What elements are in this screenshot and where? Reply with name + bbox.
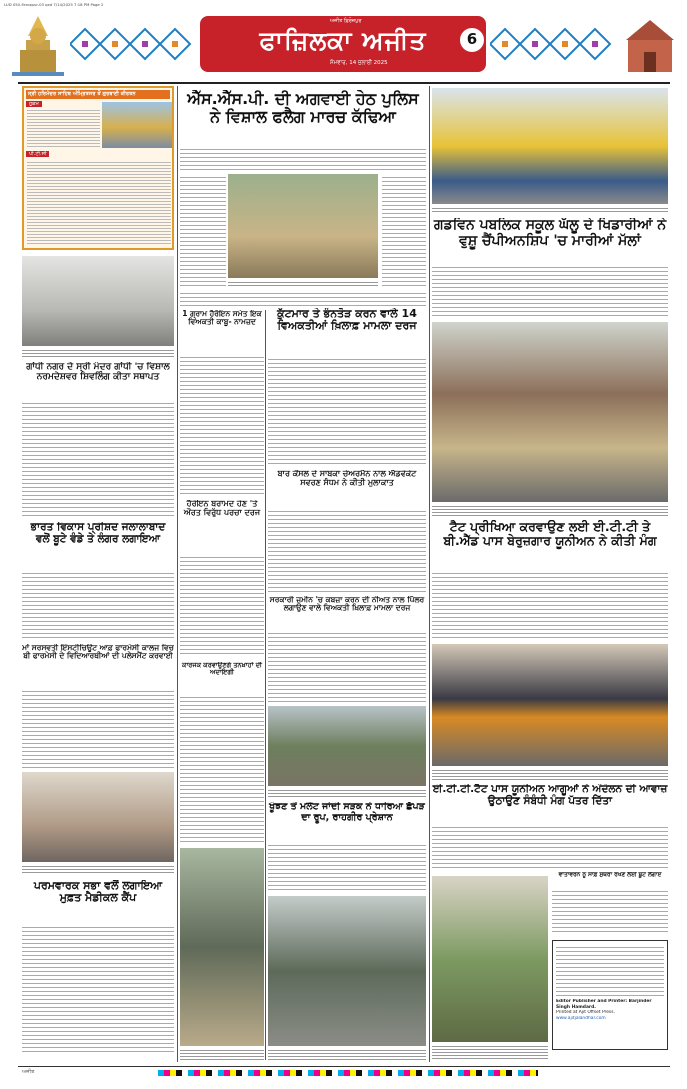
headline-ett-union: ਈ.ਟੀ.ਟੀ.ਟੈਟ ਪਾਸ ਯੂਨੀਅਨ ਆਗੂਆਂ ਨੇ ਅੰਦੋਲਨ ਦੀ ਆਵਾਜ਼ ਉਠਾਉਣ ਸੰਬੰਧੀ ਮੰਗ ਪੱਤਰ ਦਿੱਤਾ (432, 784, 668, 807)
school-team-photo (432, 88, 668, 204)
bottom-bar-label: ਅਜੀਤ (22, 1069, 35, 1075)
sidebar-section-hukam: ਹੁਕਮ (26, 101, 42, 107)
road-photo (268, 706, 426, 786)
ett-union-body (432, 824, 668, 870)
shivling-photo (22, 256, 174, 346)
police-caption (180, 1048, 264, 1060)
bar-council-body (268, 508, 426, 592)
gandhi-body (22, 400, 174, 518)
temple-illustration-right (620, 12, 680, 76)
ssp-photo-caption (228, 280, 378, 288)
imprint-line-1: Editor Publisher and Printer: Barjinder Singh Hamdard. (556, 999, 652, 1010)
ett-body (432, 570, 668, 638)
ssp-body-left (180, 174, 226, 286)
sidebar-box-title: ਸ੍ਰੀ ਹਰਿਮੰਦਰ ਸਾਹਿਬ ਅੰਮ੍ਰਿਤਸਰ ਤੋਂ ਗੁਰਬਾਣੀ ਕੀਰਤਨ (26, 90, 170, 99)
headline-tree: ਵਾਤਾਵਰਨ ਨੂੰ ਸਾਫ਼ ਸੁਥਰਾ ਰੱਖਣ ਲਈ ਬੂਟੇ ਲਗਾਏ (558, 872, 662, 878)
column-rule-2 (429, 86, 430, 1062)
headline-assault: ਕੁੱਟਮਾਰ ਤੇ ਭੰਨਤੋੜ ਕਰਨ ਵਾਲੇ 14 ਵਿਅਕਤੀਆਂ ਖ਼ਿਲਾਫ਼ ਮਾਮਲਾ ਦਰਜ (277, 308, 417, 333)
headline-govt-land: ਸਰਕਾਰੀ ਜ਼ਮੀਨ 'ਚ ਕਬਜ਼ਾ ਕਰਨ ਦੀ ਨੀਅਤ ਨਾਲ ਪਿੱਲਰ ਲਗਾਉਣ ਵਾਲੇ ਵਿਅਕਤੀ ਖ਼ਿਲਾਫ਼ ਮਾਮਲਾ ਦਰਜ (269, 596, 425, 613)
column-rule-1 (177, 86, 178, 1062)
headline-medical: ਪਰਮਵਾਰਕ ਸਭਾ ਵਲੋਂ ਲਗਾਇਆ ਮੁਫ਼ਤ ਮੈਡੀਕਲ ਕੈਂਪ (33, 880, 163, 905)
ssp-flag-march-photo (228, 174, 378, 278)
car-caption (268, 1048, 426, 1060)
ssp-body-bottom (180, 290, 426, 306)
bottom-color-bar (18, 1066, 670, 1080)
bharat-body (22, 570, 174, 640)
school-photo-caption (432, 206, 668, 214)
police-checking-photo (180, 848, 264, 1046)
road-caption (268, 788, 426, 798)
headline-school: ਗਡਵਿਨ ਪਬਲਿਕ ਸਕੂਲ ਘੱਲੂ ਦੇ ਖਿਡਾਰੀਆਂ ਨੇ ਵੁਸ਼ੂ ਚੈਂਪੀਅਨਸ਼ਿਪ 'ਚ ਮਾਰੀਆਂ ਮੱਲਾਂ (433, 218, 667, 249)
edition-tag: ਅਜੀਤ ਫ਼ਿਰੋਜ਼ਪੁਰ (330, 18, 362, 24)
registration-marks (158, 1070, 538, 1076)
imprint-line-2: Printed at Ajit Offset Press. (556, 1010, 615, 1016)
shivling-caption (22, 348, 174, 357)
college-body (22, 688, 174, 770)
plantation-caption (432, 1044, 548, 1060)
headline-college: ਮਾਂ ਸਰਸਵਤੀ ਇੰਸਟੀਚਿਊਟ ਆਫ਼ ਫਾਰਮੇਸੀ ਕਾਲਜ ਵਿਚ ਬੀ ਫਾਰਮੇਸੀ ਦੇ ਵਿਦਿਆਰਥੀਆਂ ਦੀ ਪਲੇਸਮੈਂਟ ਕਰਵਾਈ (22, 644, 174, 661)
masthead-name: ਫਾਜ਼ਿਲਕਾ ਅਜੀਤ (259, 26, 427, 55)
headline-heroin-case: ਹੈਰੋਇਨ ਬਰਾਮਦ ਹੋਣ 'ਤੇ ਔਰਤ ਵਿਰੁੱਧ ਪਰਚਾ ਦਰਜ (183, 500, 261, 517)
tree-body (552, 888, 668, 934)
page-number: 6 (466, 30, 478, 48)
car-photo (268, 896, 426, 1046)
ett-union-caption (432, 768, 668, 780)
road-body (268, 842, 426, 892)
slug-line: LUD 050-Ferozpur-03 qxd 7/14/2025 7:18 PM Page 2 (4, 2, 104, 7)
school-body (432, 264, 668, 318)
masthead (0, 8, 687, 80)
imprint-line-3: www.ajitjalandhar.com (556, 1015, 606, 1021)
sidebar-section-ptc: ਪੀ.ਟੀ.ਸੀ (26, 151, 49, 157)
college-caption (22, 864, 174, 874)
college-photo (22, 772, 174, 862)
headline-ett: ਟੈਟ ਪ੍ਰੀਖਿਆ ਕਰਵਾਉਣ ਲਈ ਈ.ਟੀ.ਟੀ ਤੇ ਬੀ.ਐੱਡ ਪਾਸ ਬੇਰੁਜ਼ਗਾਰ ਯੂਨੀਅਨ ਨੇ ਕੀਤੀ ਮੰਗ (443, 520, 657, 548)
group-photo-caption (432, 504, 668, 516)
plantation-photo (432, 876, 548, 1042)
imprint-box (552, 940, 668, 1050)
sidebar-text-2 (27, 160, 171, 244)
headline-bharat: ਭਾਰਤ ਵਿਕਾਸ ਪ੍ਰੀਸ਼ਦ ਜਲਾਲਾਬਾਦ ਵਲੋਂ ਬੂਟੇ ਵੰਡੇ ਤੇ ਲੰਗਰ ਲਗਾਇਆ (30, 522, 166, 545)
imprint-text-filler (556, 944, 664, 996)
assault-body (268, 356, 426, 466)
bus-body (180, 694, 264, 844)
diamond-pattern-left (70, 14, 200, 74)
headline-gandhi: ਗਾਂਧੀ ਨਗਰ ਦੇ ਸ੍ਰੀ ਮੰਦਰ ਗਾਂਧੀ 'ਚ ਵਿਸ਼ਾਲ ਨਰਮਦੇਸ਼ਵਰ ਸ਼ਿਵਲਿੰਗ ਕੀਤਾ ਸਥਾਪਤ (26, 362, 170, 383)
heroin-small-body (180, 354, 264, 494)
headline-bus: ਕਾਰਜਕ ਕਰਵਾਉਣਗੇ ਤਨਖ਼ਾਹਾਂ ਦੀ ਅਦਾਇਗੀ (182, 662, 262, 677)
diamond-pattern-right (490, 14, 620, 74)
masthead-rule (18, 82, 670, 84)
ssp-body-right (382, 174, 426, 288)
group-photo (432, 322, 668, 502)
masthead-date: ਸੋਮਵਾਰ, 14 ਜੁਲਾਈ 2025 (330, 60, 388, 66)
golden-temple-image (102, 102, 172, 148)
column-rule-3 (265, 310, 266, 1060)
ett-union-photo (432, 644, 668, 766)
temple-illustration-left (8, 10, 68, 78)
ssp-body-top (180, 146, 426, 172)
govt-land-body (268, 630, 426, 702)
headline-road: ਖੂੰਝਣ ਤੋਂ ਮਲੋਟ ਜਾਂਦੀ ਸੜਕ ਨੇ ਧਾਰਿਆ ਛੱਪੜ ਦਾ ਰੂਪ, ਰਾਹਗੀਰ ਪ੍ਰੇਸ਼ਾਨ (269, 802, 425, 823)
headline-bar-council: ਬਾਰ ਕੌਂਸਲ ਦੇ ਸਾਬਕਾ ਚੇਅਰਮੈਨ ਨਾਲ ਐਡਵੋਕੇਟ ਸਵਰਣ ਸੰਧਮ ਨੇ ਕੀਤੀ ਮੁਲਾਕਾਤ (277, 470, 417, 487)
sidebar-text-1 (27, 108, 100, 148)
medical-body (22, 924, 174, 1054)
headline-heroin-small: 1 ਗ੍ਰਾਮ ਹੈਰੋਇਨ ਸਮੇਤ ਇਕ ਵਿਅਕਤੀ ਕਾਬੂ- ਨਾਮਜ਼ਦ (182, 310, 262, 327)
headline-ssp: ਐੱਸ.ਐੱਸ.ਪੀ. ਦੀ ਅਗਵਾਈ ਹੇਠ ਪੁਲਿਸ ਨੇ ਵਿਸ਼ਾਲ ਫਲੈਗ ਮਾਰਚ ਕੱਢਿਆ (187, 90, 419, 126)
heroin-case-body (180, 554, 264, 654)
sidebar-box (22, 86, 174, 250)
